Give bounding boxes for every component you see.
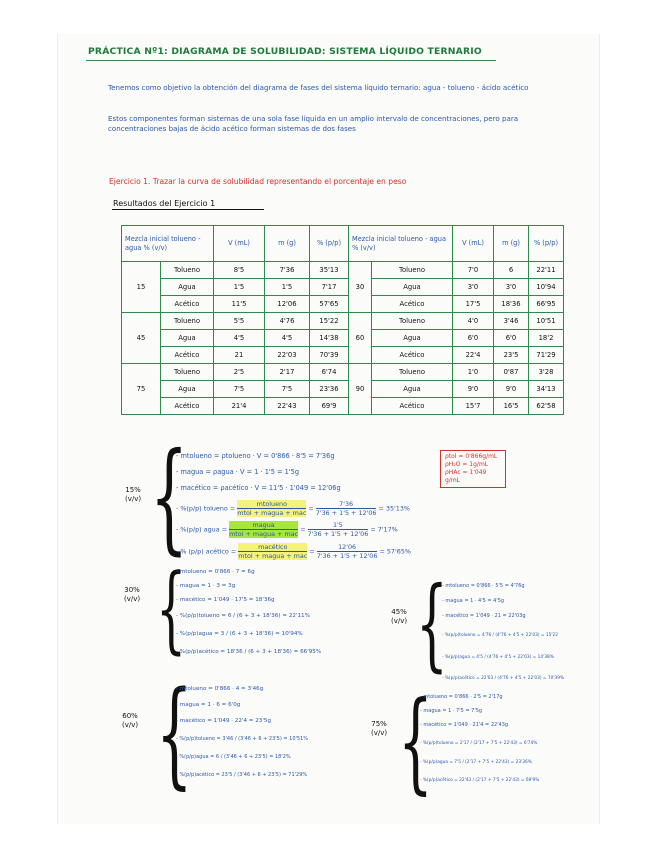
table-row <box>122 364 564 381</box>
mix-cell: 30 <box>349 262 372 313</box>
calc45-line-3: - macético = 1'049 · 21 = 22'03g <box>442 613 526 619</box>
header-percent-left: % (p/p) <box>310 226 349 262</box>
label-30-unit: (v/v) <box>124 595 141 603</box>
table-cell: 6'0 <box>453 330 494 347</box>
table-cell: 1'5 <box>214 279 265 296</box>
calc15-line-4: - %(p/p) tolueno = $\frac{\text{mtolueno}}{\text{mtol + magua + mac}}$ = $\frac{7'36}{7'36 + 1'5 + 12'06}$ = 35'13% <box>176 500 410 517</box>
header-mix-right: Mezcla inicial tolueno - agua % (v/v) <box>349 226 453 262</box>
table-cell: 22'11 <box>529 262 564 279</box>
table-cell: Tolueno <box>372 364 453 381</box>
calc15-l6-den2: 7'36 + 1'5 + 12'06 <box>316 552 378 560</box>
table-cell: 9'0 <box>494 381 529 398</box>
calc15-l5-num2: 1'5 <box>308 521 369 530</box>
table-cell: Acético <box>161 296 214 313</box>
notebook-page <box>57 34 600 824</box>
calc45-line-1: - mtolueno = 0'866 · 5'5 = 4'76g <box>442 583 525 589</box>
calc15-l4-num2: 7'36 <box>316 500 377 509</box>
calc15-line-5: - %(p/p) agua = $\frac{\text{magua}}{\text{mtol + magua + mac}}$ = $\frac{1'5}{7'36 + 1'5 + 12'06}$ = 7'17% <box>176 521 398 538</box>
table-header-row <box>122 226 564 262</box>
table-cell: 23'36 <box>310 381 349 398</box>
table-cell: 6'0 <box>494 330 529 347</box>
header-mass-right: m (g) <box>494 226 529 262</box>
calc75-line-1: - mtolueno = 0'866 · 2'5 = 2'17g <box>420 694 503 700</box>
table-cell: 70'39 <box>310 347 349 364</box>
table-cell: 69'9 <box>310 398 349 415</box>
table-cell: 57'65 <box>310 296 349 313</box>
table-cell: Agua <box>161 381 214 398</box>
table-row <box>122 330 564 347</box>
table-cell: 5'5 <box>214 313 265 330</box>
label-15-unit: (v/v) <box>125 495 142 503</box>
table-cell: Agua <box>161 279 214 296</box>
calc60-line-3: - macético = 1'049 · 22'4 = 23'5g <box>176 718 272 724</box>
calc15-l5-fraction-2 <box>308 521 369 538</box>
table-row <box>122 313 564 330</box>
table-cell: 66'95 <box>529 296 564 313</box>
table-cell: 23'5 <box>494 347 529 364</box>
table-cell: 3'46 <box>494 313 529 330</box>
table-cell: 7'5 <box>214 381 265 398</box>
brace-75: { <box>398 677 433 805</box>
table-cell: Tolueno <box>161 262 214 279</box>
label-15-pct: 15% <box>125 486 141 494</box>
table-row <box>122 381 564 398</box>
header-percent-right: % (p/p) <box>529 226 564 262</box>
calc15-l4-label: - %(p/p) tolueno = <box>176 504 236 513</box>
calc15-l6-num2: 12'06 <box>317 543 378 552</box>
exercise-statement: Ejercicio 1. Trazar la curva de solubilidad representando el porcentaje en peso <box>109 177 407 186</box>
table-cell: 2'17 <box>265 364 310 381</box>
table-cell: Acético <box>161 398 214 415</box>
table-cell: 18'2 <box>529 330 564 347</box>
table-cell: Acético <box>161 347 214 364</box>
calc15-l5-den: mtol + magua + mac <box>229 530 299 538</box>
calc30-line-1: - mtolueno = 0'866 · 7 = 6g <box>176 569 255 575</box>
table-cell: 18'36 <box>494 296 529 313</box>
label-45-pct: 45% <box>391 608 407 616</box>
table-cell: 9'0 <box>453 381 494 398</box>
calc30-line-3: - macético = 1'049 · 17'5 = 18'36g <box>176 597 275 603</box>
calc45-line-2: - magua = 1 · 4'5 = 4'5g <box>442 598 505 604</box>
table-row <box>122 398 564 415</box>
calc15-l6-fraction <box>238 543 307 560</box>
calc15-l4-den2: 7'36 + 1'5 + 12'06 <box>315 509 377 517</box>
brace-45: { <box>416 565 448 682</box>
calc15-l6-result: = 57'65% <box>379 547 411 556</box>
calc15-l6-num: macético <box>238 543 307 552</box>
label-45-unit: (v/v) <box>391 617 408 625</box>
calc75-line-3: - macético = 1'049 · 21'4 = 22'43g <box>420 722 509 728</box>
calc75-line-6: - %(p/p)acético = 22'43 / (2'17 + 7'5 + 22'43) = 69'9% <box>420 778 540 783</box>
table-cell: 10'51 <box>529 313 564 330</box>
mix-cell: 90 <box>349 364 372 415</box>
table-cell: 2'5 <box>214 364 265 381</box>
table-cell: 17'5 <box>453 296 494 313</box>
table-cell: 35'13 <box>310 262 349 279</box>
mix-cell: 60 <box>349 313 372 364</box>
table-cell: 3'0 <box>453 279 494 296</box>
calc15-l4-result: = 35'13% <box>378 504 410 513</box>
densities-box <box>440 450 506 488</box>
table-cell: Acético <box>372 398 453 415</box>
calc45-line-5: - %(p/p)agua = 4'5 / (4'76 + 4'5 + 22'03) = 14'38% <box>442 655 554 660</box>
table-cell: Tolueno <box>372 262 453 279</box>
table-cell: 0'87 <box>494 364 529 381</box>
calc15-line-1: - mtolueno = ρtolueno · V = 0'866 · 8'5 = 7'36g <box>176 452 335 460</box>
label-75-pct: 75% <box>371 720 387 728</box>
density-toluene: ρtol = 0'866g/mL <box>445 453 498 460</box>
table-cell: 7'17 <box>310 279 349 296</box>
density-acetic: ρHAc = 1'049 g/mL <box>445 469 487 484</box>
table-cell: 15'7 <box>453 398 494 415</box>
table-cell: Tolueno <box>161 364 214 381</box>
mix-cell: 45 <box>122 313 161 364</box>
table-cell: 7'0 <box>453 262 494 279</box>
calc75-line-5: - %(p/p)agua = 7'5 / (2'17 + 7'5 + 22'43) = 23'36% <box>420 760 532 765</box>
table-cell: 34'13 <box>529 381 564 398</box>
table-cell: 62'58 <box>529 398 564 415</box>
density-water: ρH₂O = 1g/mL <box>445 461 489 468</box>
calc15-l5-label: - %(p/p) agua = <box>176 525 228 534</box>
calc15-l5-den2: 7'36 + 1'5 + 12'06 <box>307 530 369 538</box>
table-cell: 7'5 <box>265 381 310 398</box>
header-volume-left: V (mL) <box>214 226 265 262</box>
table-cell: 7'36 <box>265 262 310 279</box>
calc15-l4-fraction-2 <box>316 500 377 517</box>
table-cell: 3'0 <box>494 279 529 296</box>
title-underline <box>86 60 496 61</box>
calc30-line-4: - %(p/p)tolueno = 6 / (6 + 3 + 18'36) = 22'11% <box>176 613 310 619</box>
calc15-l5-fraction <box>229 521 298 538</box>
calc15-l4-num: mtolueno <box>237 500 306 509</box>
table-cell: 11'5 <box>214 296 265 313</box>
table-row <box>122 262 564 279</box>
table-cell: 22'43 <box>265 398 310 415</box>
results-underline <box>112 209 264 210</box>
label-60-pct: 60% <box>122 712 138 720</box>
calc15-l5-num: magua <box>229 521 298 530</box>
calc30-line-5: - %(p/p)agua = 3 / (6 + 3 + 18'36) = 10'94% <box>176 631 303 637</box>
header-mass-left: m (g) <box>265 226 310 262</box>
calc60-line-1: - mtolueno = 0'866 · 4 = 3'46g <box>176 686 264 692</box>
table-cell: 21'4 <box>214 398 265 415</box>
table-cell: 14'38 <box>310 330 349 347</box>
calc30-line-2: - magua = 1 · 3 = 3g <box>176 583 236 589</box>
brace-15: { <box>150 428 189 567</box>
table-cell: 21 <box>214 347 265 364</box>
table-cell: 8'5 <box>214 262 265 279</box>
table-cell: 12'06 <box>265 296 310 313</box>
table-cell: Agua <box>372 381 453 398</box>
intro-paragraph-1: Tenemos como objetivo la obtención del diagrama de fases del sistema líquido ternario: agua - tolueno - ácido acético <box>108 83 529 92</box>
calc15-line-6: - % (p/p) acético = $\frac{\text{macético}}{\text{mtol + magua + mac}}$ = $\frac{12'06}{7'36 + 1'5 + 12'06}$ = 57'65% <box>176 543 411 560</box>
table-row <box>122 279 564 296</box>
calc45-line-6: - %(p/p)acético = 22'03 / (4'76 + 4'5 + 22'03) = 70'39% <box>442 676 565 681</box>
label-60 <box>122 712 138 730</box>
page-title: PRÁCTICA Nº1: DIAGRAMA DE SOLUBILIDAD: SISTEMA LÍQUIDO TERNARIO <box>88 46 482 57</box>
label-75-unit: (v/v) <box>371 729 388 737</box>
calc60-line-2: - magua = 1 · 6 = 6'0g <box>176 702 241 708</box>
brace-30: { <box>156 554 187 664</box>
table-cell: 1'5 <box>265 279 310 296</box>
calc75-line-4: - %(p/p)tolueno = 2'17 / (2'17 + 7'5 + 22'43) = 6'74% <box>420 741 538 746</box>
intro-paragraph-2: Estos componentes forman sistemas de una sola fase líquida en un amplio intervalo de concentraciones, pero para concentraciones bajas de ácido acético forman sistemas de dos fases <box>108 114 519 133</box>
table-cell: Tolueno <box>372 313 453 330</box>
table-cell: 22'4 <box>453 347 494 364</box>
calc60-line-5: - %(p/p)agua = 6 / (3'46 + 6 + 23'5) = 18'2% <box>176 754 291 760</box>
calc15-line-3: - macético = ρacético · V = 11'5 · 1'049 = 12'06g <box>176 484 341 492</box>
calc75-line-2: - magua = 1 · 7'5 = 7'5g <box>420 708 483 714</box>
header-volume-right: V (mL) <box>453 226 494 262</box>
table-cell: Agua <box>161 330 214 347</box>
calc15-l6-fraction-2 <box>317 543 378 560</box>
calc60-line-6: - %(p/p)acético = 23'5 / (3'46 + 6 + 23'5) = 71'29% <box>176 772 308 778</box>
table-cell: 10'94 <box>529 279 564 296</box>
label-30 <box>124 586 140 604</box>
label-45 <box>391 608 407 626</box>
table-row <box>122 347 564 364</box>
calc15-l4-den: mtol + magua + mac <box>237 509 307 517</box>
table-cell: 6'74 <box>310 364 349 381</box>
table-cell: Agua <box>372 279 453 296</box>
calc30-line-6: - %(p/p)acético = 18'36 / (6 + 3 + 18'36) = 66'95% <box>176 649 322 655</box>
table-cell: Agua <box>372 330 453 347</box>
calc45-line-4: - %(p/p)tolueno = 4'76 / (4'76 + 4'5 + 22'03) = 15'22 <box>442 633 558 638</box>
table-cell: 3'28 <box>529 364 564 381</box>
table-cell: Tolueno <box>161 313 214 330</box>
label-30-pct: 30% <box>124 586 140 594</box>
table-cell: Acético <box>372 296 453 313</box>
calc15-line-2: - magua = ρagua · V = 1 · 1'5 = 1'5g <box>176 468 299 476</box>
label-15 <box>125 486 141 504</box>
table-cell: 4'5 <box>214 330 265 347</box>
table-cell: 71'29 <box>529 347 564 364</box>
header-mix-left: Mezcla inicial tolueno - agua % (v/v) <box>122 226 214 262</box>
table-cell: 15'22 <box>310 313 349 330</box>
table-cell: 4'76 <box>265 313 310 330</box>
table-cell: 4'0 <box>453 313 494 330</box>
calc15-l6-label: - % (p/p) acético = <box>176 547 237 556</box>
calc15-l4-fraction <box>237 500 306 517</box>
table-cell: 1'0 <box>453 364 494 381</box>
table-cell: 22'03 <box>265 347 310 364</box>
table-cell: 16'5 <box>494 398 529 415</box>
label-75 <box>371 720 387 738</box>
mix-cell: 75 <box>122 364 161 415</box>
table-cell: 4'5 <box>265 330 310 347</box>
label-60-unit: (v/v) <box>122 721 139 729</box>
table-cell: 6 <box>494 262 529 279</box>
calc60-line-4: - %(p/p)tolueno = 3'46 / (3'46 + 6 + 23'5) = 10'51% <box>176 736 308 742</box>
calc15-l5-result: = 7'17% <box>370 525 398 534</box>
results-heading: Resultados del Ejercicio 1 <box>113 199 216 208</box>
table-row <box>122 296 564 313</box>
mix-cell: 15 <box>122 262 161 313</box>
table-cell: Acético <box>372 347 453 364</box>
calc15-l6-den: mtol + magua + mac <box>238 552 308 560</box>
brace-60: { <box>156 667 193 801</box>
results-table <box>121 225 564 415</box>
